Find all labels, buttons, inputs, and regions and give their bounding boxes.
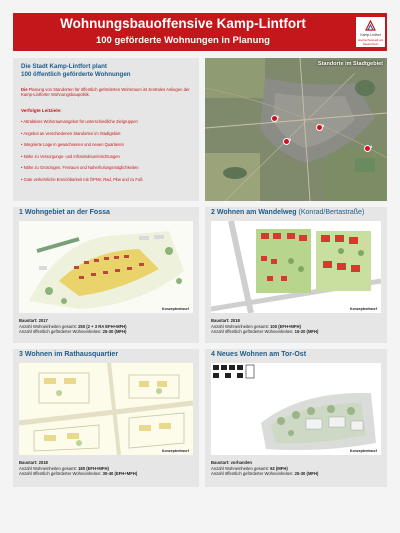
total-units-value: 100 (EFH+MFH) (270, 323, 301, 329)
guideline-item: • Angebot an verschiedenen Standorten im Stadtgebiet (21, 131, 197, 143)
project-title: 1 Wohngebiet an der Fossa (19, 209, 110, 216)
project-title: 4 Neues Wohnen am Tor-Ost (211, 351, 307, 358)
guideline-item: • Attraktives Wohnraumangebot für unterschiedliche Zielgruppen (21, 119, 197, 131)
site-plan-image (211, 363, 381, 455)
image-caption: Konzeptentwurf (161, 449, 189, 453)
subsidized-units-label: Anzahl öffentlich geförderter Wohneinheiten: (19, 329, 102, 334)
project-panel-fossa (13, 207, 199, 343)
project-title: 3 Wohnen im Rathausquartier (19, 351, 119, 358)
start-label: Baustart: (211, 460, 230, 465)
total-units-label: Anzahl Wohneinheiten gesamt: (211, 323, 269, 329)
total-units-value: 62 (MFH) (270, 465, 288, 471)
site-plan-drawing (19, 221, 193, 313)
logo-text: Kamp-Lintfort (360, 33, 381, 37)
intro-heading (21, 63, 131, 79)
intro-paragraph-text: Planung von Standorten für öffentlich geförderten Wohnraum ist zentrales Anliegen der Kamp-Lintforter Wohnungsbaupolitik. (21, 87, 190, 98)
start-label: Baustart: (19, 460, 38, 465)
poster-title: Wohnungsbauoffensive Kamp-Lintfort (60, 16, 306, 31)
image-caption: Konzeptentwurf (349, 449, 377, 453)
guideline-item: • Nähe zu Grünzügen, Freiraum und Naherholungsmöglichkeiten (21, 165, 197, 177)
marker-label: 3 (322, 123, 325, 128)
project-title-suffix: (Konrad/Bertastraße) (298, 209, 365, 216)
subsidized-units-value: 15-20 (MFH) (294, 329, 319, 334)
aerial-caption: Standorte im Stadtgebiet (317, 61, 383, 67)
total-units-label: Anzahl Wohneinheiten gesamt: (19, 323, 77, 329)
city-logo (356, 17, 385, 47)
start-value: vorhanden (230, 460, 252, 465)
guidelines-heading: Verfolgte Leitziele: (21, 108, 62, 113)
intro-heading-line2: 100 öffentlich geförderte Wohnungen (21, 71, 131, 78)
subsidized-units-label: Anzahl öffentlich geförderter Wohneinheiten: (19, 471, 102, 476)
site-plan-image (19, 221, 193, 313)
marker-label: 4 (370, 144, 373, 149)
total-units-value: 180 (EFH+MFH) (78, 465, 109, 471)
poster-subtitle: 100 geförderte Wohnungen in Planung (95, 35, 270, 46)
site-plan-drawing (211, 363, 381, 455)
project-details (211, 460, 389, 477)
image-caption: Konzeptentwurf (349, 307, 377, 311)
logo-mark-icon (365, 20, 376, 31)
total-units-value: 250 (2 + 3 RA EFH+MFH) (78, 323, 127, 329)
total-units-label: Anzahl Wohneinheiten gesamt: (211, 465, 269, 471)
start-value: 2018 (230, 318, 240, 323)
subsidized-units-value: 30-40 (EFH+MFH) (102, 471, 138, 476)
subsidized-units-value: 25-30 (MFH) (294, 471, 319, 476)
intro-panel (13, 58, 199, 201)
subsidized-units-label: Anzahl öffentlich geförderter Wohneinheiten: (211, 329, 294, 334)
start-value: 2018 (38, 460, 48, 465)
project-details (19, 318, 197, 335)
project-title (211, 209, 364, 216)
project-details (19, 460, 197, 477)
site-plan-drawing (211, 221, 381, 313)
header-banner (13, 13, 387, 51)
site-plan-image (19, 363, 193, 455)
site-plan-image (211, 221, 381, 313)
intro-paragraph-lead: Die (21, 87, 28, 92)
project-details (211, 318, 389, 335)
guideline-item: • Gute verkehrliche Erreichbarkeit mit ÖPNV, Rad, Pkw und zu Fuß (21, 177, 197, 189)
start-label: Baustart: (211, 318, 230, 323)
project-panel-wandelweg (205, 207, 387, 343)
project-panel-tor-ost (205, 349, 387, 487)
total-units-label: Anzahl Wohneinheiten gesamt: (19, 465, 77, 471)
logo-tagline: Hochschulstadt am Niederrhein (357, 38, 384, 46)
marker-label: 1 (277, 114, 280, 119)
marker-label: 2 (289, 137, 292, 142)
subsidized-units-value: 25-30 (MFH) (102, 329, 127, 334)
site-plan-drawing (19, 363, 193, 455)
intro-heading-line1: Die Stadt Kamp-Lintfort plant (21, 63, 107, 70)
project-panel-rathausquartier (13, 349, 199, 487)
guidelines-list (21, 119, 197, 189)
guideline-item: • Integrierte Lage in gewachsenen und neuen Quartieren (21, 142, 197, 154)
project-title-main: 2 Wohnen am Wandelweg (211, 209, 297, 216)
aerial-photo (205, 58, 387, 201)
image-caption: Konzeptentwurf (161, 307, 189, 311)
start-value: 2017 (38, 318, 48, 323)
guideline-item: • Nähe zu Versorgungs- und Infrastruktureinrichtungen (21, 154, 197, 166)
aerial-map (205, 58, 387, 201)
start-label: Baustart: (19, 318, 38, 323)
subsidized-units-label: Anzahl öffentlich geförderter Wohneinheiten: (211, 471, 294, 476)
intro-paragraph (21, 87, 193, 98)
